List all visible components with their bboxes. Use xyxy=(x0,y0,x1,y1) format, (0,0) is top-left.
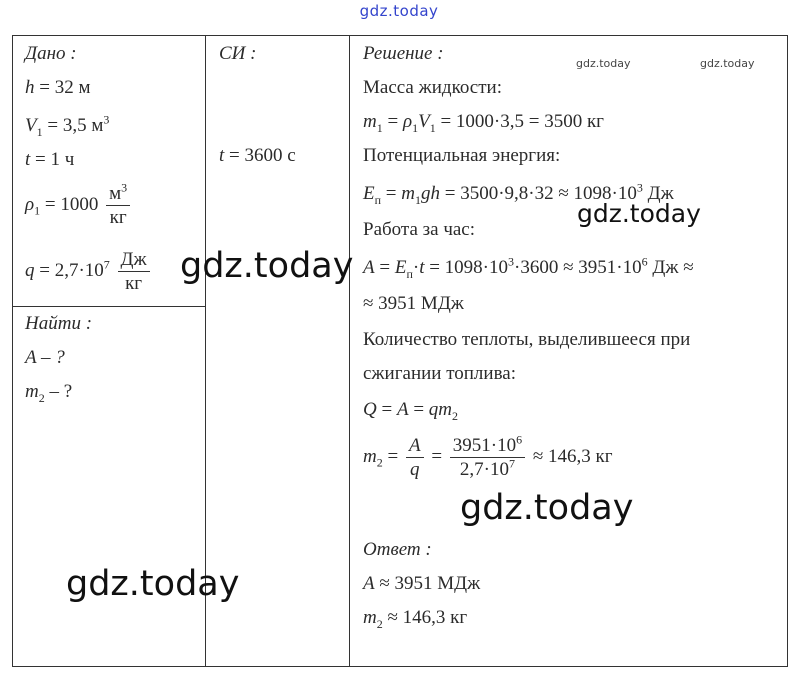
answer-heading: Ответ : xyxy=(363,539,432,560)
si-heading: СИ : xyxy=(219,43,257,64)
si-time: t = 3600 с xyxy=(219,145,296,166)
work-label: Работа за час: xyxy=(363,219,476,240)
column-divider-solution xyxy=(349,36,350,666)
watermark-large-2: gdz.today xyxy=(460,488,634,528)
watermark-small-1: gdz.today xyxy=(576,57,631,70)
answer-work: A ≈ 3951 МДж xyxy=(363,573,481,594)
given-volume: $V_1 = 3,5$ $м^3$ xyxy=(25,112,110,139)
given-h: h = 32 м xyxy=(25,77,91,98)
given-find-divider xyxy=(13,306,205,307)
watermark-large-3: gdz.today xyxy=(66,564,240,604)
heat-label-line1: Количество теплоты, выделившееся при xyxy=(363,329,691,350)
heat-formula: $Q = A = qm_2$ xyxy=(363,399,459,423)
find-heading: Найти : xyxy=(25,313,93,334)
potential-energy-label: Потенциальная энергия: xyxy=(363,145,561,166)
watermark-large-1: gdz.today xyxy=(180,246,354,286)
numeric-fraction: $\frac{3951\cdot 10^6}{2,7\cdot 10^7}$ xyxy=(450,436,525,479)
mass-label: Масса жидкости: xyxy=(363,77,502,98)
solution-heading: Решение : xyxy=(363,43,444,64)
mass-fuel-formula: $m_2$ = $\frac{A}{q}$ = $\frac{3951\cdot 10^6}{2,7\cdot 10^7}$ ≈ 146,3 кг xyxy=(363,432,613,480)
mass-formula: $m_1 = \rho_1V_1 = 1000\cdot 3,5 = 3500$ кг xyxy=(363,111,604,135)
header-logo: gdz.today xyxy=(359,2,439,20)
watermark-small-2: gdz.today xyxy=(700,57,755,70)
given-time: t = 1 ч xyxy=(25,149,75,170)
watermark-medium: gdz.today xyxy=(577,199,701,228)
work-over-q-fraction: $\frac{A}{q}$ xyxy=(406,436,424,479)
find-work: A – ? xyxy=(25,347,65,368)
potential-energy-formula: $E_п = m_1gh = 3500\cdot 9,8\cdot 32 \approx 1098\cdot 10^3$ Дж xyxy=(363,180,674,207)
given-density: $\rho_1 = 1000$ $\frac{м^3}{кг}$ xyxy=(25,184,133,227)
answer-mass: $m_2 \approx 146,3$ кг xyxy=(363,607,468,631)
heat-unit-fraction: $\frac{Дж}{кг}$ xyxy=(118,250,150,293)
given-heat-value: $q = 2,7\cdot 10^7$ $\frac{Дж}{кг}$ xyxy=(25,250,153,293)
given-heading: Дано : xyxy=(25,43,77,64)
work-formula: $A = E_п\cdot t = 1098\cdot 10^3\cdot 3600 \approx 3951\cdot 10^6$ Дж ≈ xyxy=(363,254,694,281)
find-mass: $m_2$ – ? xyxy=(25,381,73,405)
density-unit-fraction: $\frac{м^3}{кг}$ xyxy=(106,184,130,227)
heat-label-line2: сжигании топлива: xyxy=(363,363,517,384)
work-result: ≈ 3951 МДж xyxy=(363,293,464,314)
